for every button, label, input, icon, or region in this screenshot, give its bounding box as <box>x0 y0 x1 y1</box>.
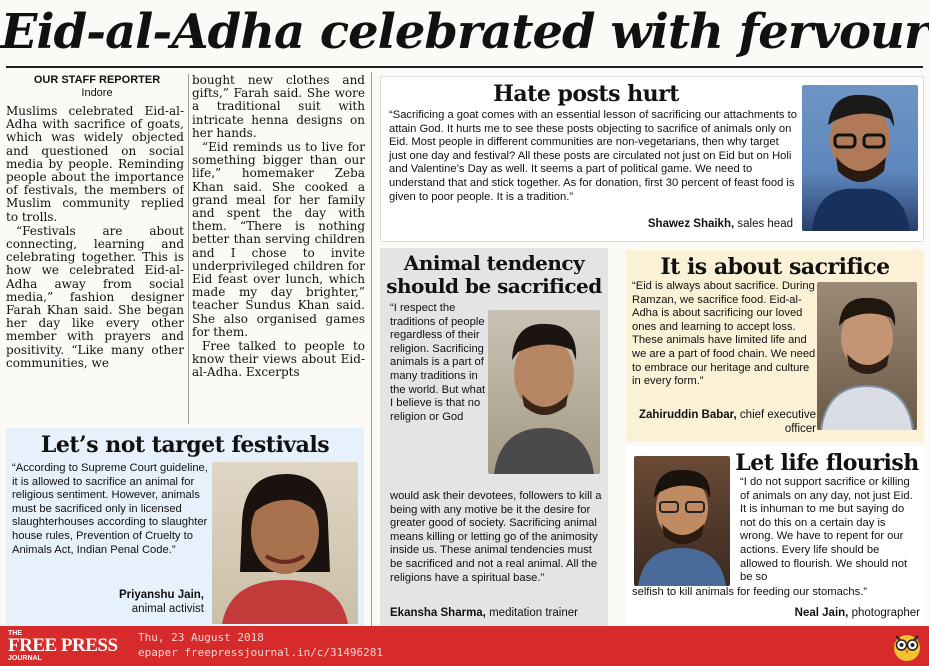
photo-zahiruddin-babar <box>817 282 917 430</box>
story-column-2 <box>192 74 365 422</box>
person-name: Shawez Shaikh, <box>647 218 735 230</box>
footer-logo-main: FREE PRESS <box>8 635 118 656</box>
person-photo-icon <box>817 282 917 430</box>
footer-logo-sub: JOURNAL <box>8 655 42 662</box>
story-paragraph: “Eid reminds us to live for something bigger than our life,” homemaker Zeba Khan said. She cooked a grand meal for her family and spent the day with them. “There is nothing better than serving children and I chose to invite underprivileged children for Eid feast over lunch, which made my day brighter,” teacher Sundus Khan said. She also organised games for them. <box>192 140 365 339</box>
photo-ekansha-sharma <box>488 310 600 474</box>
box-title: Let life flourish <box>735 450 919 476</box>
story-paragraph: Muslims celebrated Eid-al-Adha with sacrifice of goats, which was widely objected and questioned on social media by people. Reminding people about the importance of festivals, the members of Muslim community replied to trolls. <box>6 105 184 224</box>
column-rule <box>371 72 372 628</box>
person-role: animal activist <box>131 603 204 615</box>
story-column-1 <box>6 105 184 423</box>
box-about-sacrifice <box>626 250 924 442</box>
box-quote-wide: would ask their devotees, followers to kill a being with any motive be it the desire for greater good of society. Sacrificing animal means killing or letting go of the animosity inside us. These animal tendencies must be sacrificed and not a real animal. All the religions have a spiritual base.” <box>390 490 602 584</box>
headline-rule <box>6 66 923 68</box>
person-name: Zahiruddin Babar, <box>638 409 737 421</box>
story-paragraph: “Festivals are about connecting, learning and celebrating together. This is how we celebrated Eid-al-Adha away from social media,” fashion designer Farah Khan said. She began her day like every other member with prayers and positivity. “Like many other communities, we <box>6 223 184 370</box>
box-quote-narrow: “I do not support sacrifice or killing of animals on any day, not just Eid. It is inhuman to me but saying do not do this on a certain day is wrong. We have to repent for our actions. Every life should be allowed to flourish. We should not be so <box>740 476 913 584</box>
person-photo-icon <box>802 85 918 231</box>
owl-icon[interactable] <box>892 630 922 662</box>
person-photo-icon <box>634 456 730 586</box>
story-paragraph: bought new clothes and gifts,” Farah said. She wore a traditional suit with intricate henna designs on her hands. <box>192 74 365 140</box>
photo-neal-jain <box>634 456 730 586</box>
person-role: chief executive officer <box>739 409 816 435</box>
person-photo-icon <box>488 310 600 474</box>
box-title: It is about sacrifice <box>660 254 890 280</box>
person-role: meditation trainer <box>489 607 578 619</box>
box-title: Let’s not target festivals <box>40 432 330 458</box>
person-name: Priyanshu Jain, <box>118 589 204 601</box>
headline: Eid-al-Adha celebrated with fervour <box>0 4 929 60</box>
column-rule <box>188 74 189 424</box>
footer-date: Thu, 23 August 2018 <box>138 631 264 644</box>
box-attribution <box>632 606 920 620</box>
owl-icon-svg <box>892 630 922 662</box>
person-photo-icon <box>212 462 358 624</box>
box-quote: “According to Supreme Court guideline, it is allowed to sacrifice an animal for religious sentiment. However, animals must be sacrificed only in licensed slaughterhouses according to slaughter house rules, Prevention of Cruelty to Animals Act, Indian Penal Code.” <box>12 462 208 556</box>
person-name: Neal Jain, <box>794 607 849 619</box>
box-let-life-flourish <box>626 446 924 624</box>
box-quote-wide: selfish to kill animals for feeding our stomachs.” <box>632 586 868 598</box>
box-attribution <box>390 606 604 620</box>
byline-location: Indore <box>81 87 113 99</box>
photo-priyanshu-jain <box>212 462 358 624</box>
person-name: Ekansha Sharma, <box>390 607 486 619</box>
person-role: photographer <box>851 607 920 619</box>
box-title: Hate posts hurt <box>493 81 679 107</box>
footer-bar <box>0 626 929 666</box>
byline-reporter: OUR STAFF REPORTER <box>33 74 161 86</box>
box-attribution <box>12 588 204 616</box>
box-quote-narrow: “I respect the traditions of people regardless of their religion. Sacrificing animals is a part of many traditions in the world. But what I believe is that no religion or God <box>390 302 486 423</box>
story-paragraph: Free talked to people to know their views about Eid-al-Adha. Excerpts <box>192 339 365 380</box>
person-role: sales head <box>737 218 793 230</box>
box-quote: “Eid is always about sacrifice. During Ramzan, we sacrifice food. Eid-al-Adha is about sacrificing our loved ones and learning to accept loss. These animals have limited life and we are a part of food chain. We need to embrace our heritage and culture in every form.” <box>632 280 816 388</box>
photo-shawez-shaikh <box>802 85 918 231</box>
box-not-target-festivals <box>6 428 364 626</box>
box-hate-posts <box>380 76 924 242</box>
footer-logo-small: THE <box>8 630 22 637</box>
box-attribution <box>389 217 793 231</box>
box-animal-tendency <box>380 248 608 626</box>
box-quote: “Sacrificing a goat comes with an essential lesson of sacrificing our attachments to attain God. It hurts me to see these posts objecting to sacrifice of animals only on Eid. Most people in different communities are non-vegetarians, then why target just one day and festival? All these posts are circulated not just on Eid but on Holi and Valentine’s Day as well. It seems a part of political game. We need to understand that and stick together. As for donation, first 30 percent of feast food is given to poor people. It is a tradition.” <box>389 109 797 203</box>
footer-url[interactable]: epaper freepressjournal.in/c/31496281 <box>138 646 384 659</box>
box-attribution <box>632 408 816 436</box>
box-title: Animal tendency should be sacrificed <box>386 251 602 298</box>
